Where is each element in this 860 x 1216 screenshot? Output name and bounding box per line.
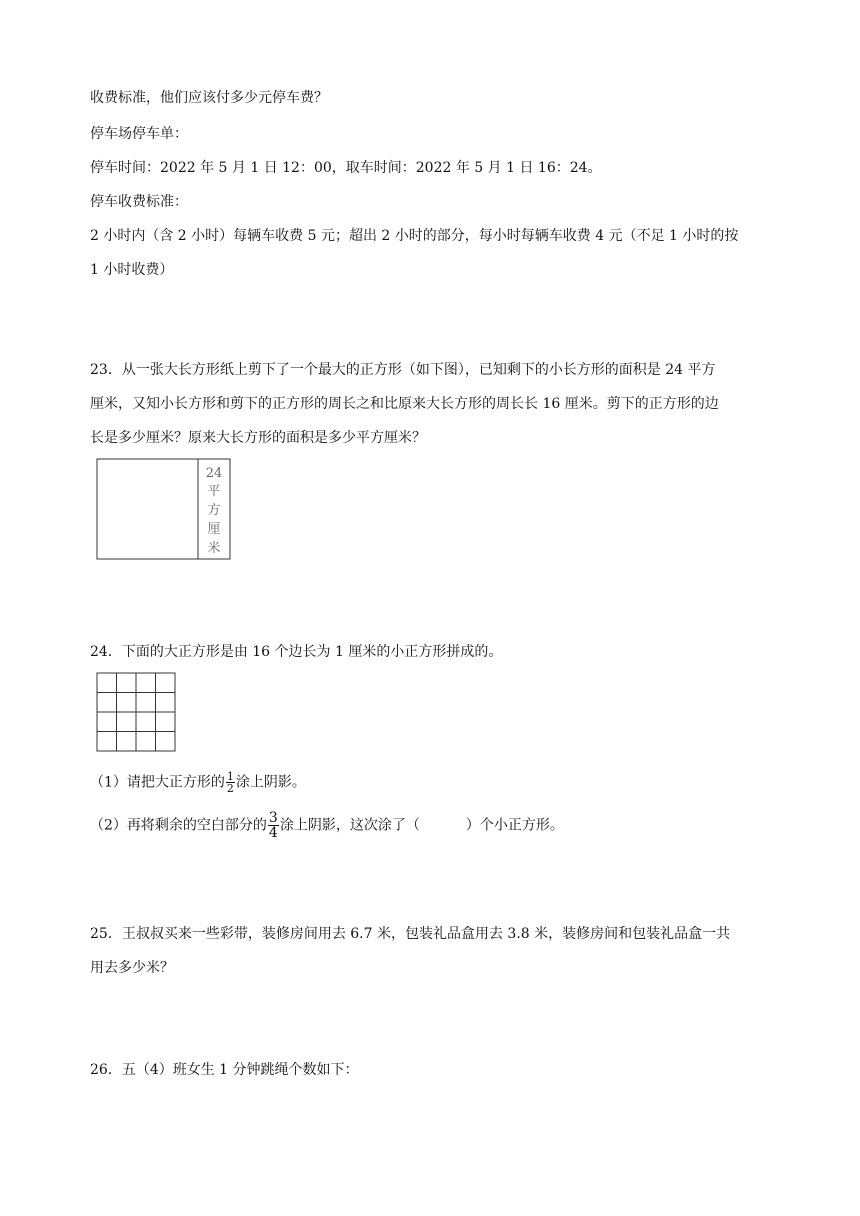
grid-cell	[156, 732, 176, 752]
grid-cell	[156, 693, 176, 713]
grid-cell	[136, 732, 156, 752]
parking-times: 停车时间：2022 年 5 月 1 日 12：00，取车时间：2022 年 5 月 1 日 16：24。	[90, 160, 602, 176]
q23-text-line-2: 厘米，又知小长方形和剪下的正方形的周长之和比原来大长方形的周长长 16 厘米。剪下的正方形的边	[90, 396, 719, 412]
grid-cell	[136, 712, 156, 732]
small-rect-label-number: 24	[205, 466, 223, 481]
q24-part-2	[90, 811, 564, 840]
q24-part-1	[90, 771, 306, 794]
q24-part-2-mid: 涂上阴影，这次涂了（	[279, 817, 420, 834]
fee-standard-heading: 停车收费标准：	[90, 194, 188, 210]
grid-cell	[117, 732, 137, 752]
small-rect-label-char: 平	[207, 484, 221, 499]
fee-standard-rule: 2 小时内（含 2 小时）每辆车收费 5 元；超出 2 小时的部分，每小时每辆车收费 4 元（不足 1 小时的按	[90, 228, 739, 244]
grid-cell	[136, 673, 156, 693]
q23-rectangle-figure	[96, 458, 232, 562]
q22-text-line-1: 收费标准，他们应该付多少元停车费？	[90, 90, 328, 106]
q26-text-line-1: 26．五（4）班女生 1 分钟跳绳个数如下：	[90, 1062, 359, 1078]
fraction-denominator: 4	[268, 825, 278, 841]
small-rect-label-char: 厘	[207, 522, 221, 537]
q23-text-line-1: 23．从一张大长方形纸上剪下了一个最大的正方形（如下图），已知剩下的小长方形的面积是 24 平方	[90, 362, 716, 378]
parking-ticket-heading: 停车场停车单：	[90, 126, 188, 142]
grid-cell	[117, 693, 137, 713]
grid-cell	[97, 693, 117, 713]
q24-part-2-before: （2）再将剩余的空白部分的	[90, 817, 267, 834]
q23-text-line-3: 长是多少厘米？原来大长方形的面积是多少平方厘米？	[90, 430, 426, 446]
fee-standard-rule-cont: 1 小时收费）	[90, 262, 174, 278]
grid-cell	[117, 673, 137, 693]
fraction-numerator: 3	[268, 810, 278, 826]
grid-cell	[117, 712, 137, 732]
grid-cell	[156, 712, 176, 732]
q24-grid-figure	[96, 672, 178, 752]
grid-cell	[136, 693, 156, 713]
grid-cell	[97, 673, 117, 693]
fraction-numerator: 1	[226, 770, 234, 783]
grid-cell	[97, 732, 117, 752]
fraction-denominator: 2	[226, 782, 234, 795]
fraction-three-quarters	[268, 811, 279, 840]
grid-cell	[156, 673, 176, 693]
q25-text-line-1: 25．王叔叔买来一些彩带，装修房间用去 6.7 米，包装礼品盒用去 3.8 米，装修房间和包装礼品盒一共	[90, 926, 731, 942]
q24-part-1-after: 涂上阴影。	[235, 774, 306, 791]
q25-text-line-2: 用去多少米？	[90, 960, 174, 976]
small-rect-label-char: 方	[207, 503, 221, 518]
q24-part-2-after: ）个小正方形。	[465, 817, 564, 834]
grid-cell	[97, 712, 117, 732]
small-rect-label-char: 米	[207, 541, 221, 556]
q24-part-1-before: （1）请把大正方形的	[90, 774, 225, 791]
fraction-one-half	[226, 771, 235, 794]
q24-text-line-1: 24．下面的大正方形是由 16 个边长为 1 厘米的小正方形拼成的。	[90, 644, 503, 660]
